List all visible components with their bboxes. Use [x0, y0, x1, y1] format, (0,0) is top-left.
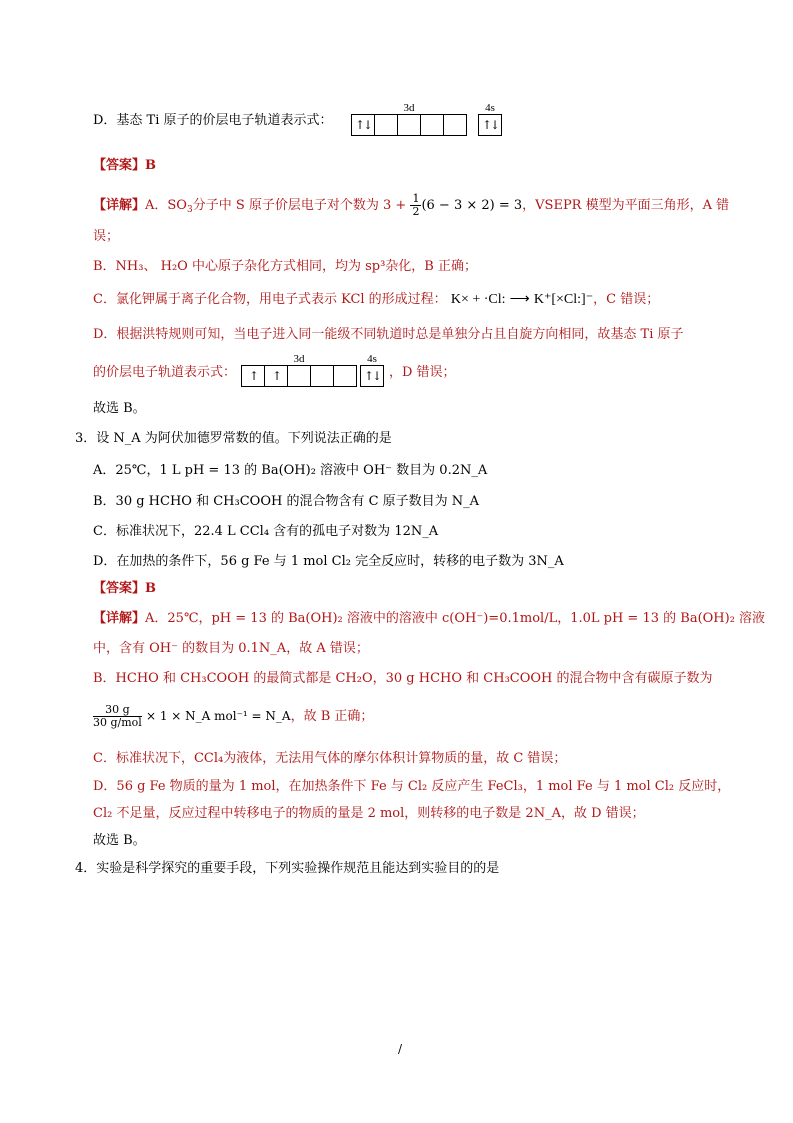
- q2-detail-orbital-4s: 4s ↑↓: [360, 353, 384, 387]
- orbital-cell: [398, 115, 421, 135]
- q2-conclusion: 故选 B。: [93, 401, 146, 416]
- q2-answer: 【答案】B: [93, 158, 156, 173]
- q3-option-b: B．30 g HCHO 和 CH₃COOH 的混合物含有 C 原子数目为 N_A: [93, 494, 480, 509]
- electron-formula-left: K× + ·Cl:: [450, 292, 506, 307]
- q2-orbital-4s: [478, 102, 502, 136]
- orbital-cell: [288, 366, 311, 386]
- orbital-4s-label: 4s: [485, 102, 495, 114]
- reaction-arrow: ⟶: [509, 292, 530, 307]
- detail-orbital-4s-boxes: [360, 365, 384, 387]
- orbital-cell: ↑: [265, 366, 288, 386]
- q2-detail-a: 【详解】A．$SO_3$分子中 S 原子价层电子对个数为 3 + $\frac{1}{2}$ (6 − 3 × 2) = 3，VSEPR 模型为平面三角形，A 错: [93, 192, 730, 218]
- q3-detail-d2: Cl₂ 不足量，反应过程中转移电子的物质的量是 2 mol，则转移的电子数是 2N_A，故 D 错误；: [93, 806, 645, 821]
- q2-orbital-3d: [351, 102, 467, 136]
- q2-option-d: D．基态 Ti 原子的价层电子轨道表示式：: [93, 113, 333, 128]
- q3-detail-b2: $\frac{30 g}{\text{30 g/mol}}$ × 1 × N_A mol⁻¹ = N_A，故 B 正确；: [93, 703, 374, 729]
- orbital-cell: [375, 115, 398, 135]
- orbital-4s-boxes: [478, 114, 502, 136]
- orbital-cell: ↑↓: [363, 369, 381, 383]
- orbital-cell: [444, 115, 466, 135]
- q3-answer: 【答案】B: [93, 581, 156, 596]
- q2-detail-d2-post: ，D 错误；: [389, 365, 456, 380]
- electron-formula-right: K⁺[×Cl:]⁻: [533, 292, 594, 307]
- q2-detail-c: C．氯化钾属于离子化合物，用电子式表示 KCl 的形成过程： K× + ·Cl: ⟶ K⁺[×Cl:]⁻，C 错误；: [93, 292, 660, 307]
- q3-stem: 3．设 N_A 为阿伏加德罗常数的值。下列说法正确的是: [75, 431, 392, 446]
- orbital-cell: [421, 115, 444, 135]
- q3-detail-d1: D．56 g Fe 物质的量为 1 mol，在加热条件下 Fe 与 Cl₂ 反应产生 FeCl₃，1 mol Fe 与 1 mol Cl₂ 反应时，: [93, 779, 731, 794]
- detail-orbital-3d-boxes: [241, 365, 357, 387]
- q3-option-d: D．在加热的条件下，56 g Fe 与 1 mol Cl₂ 完全反应时，转移的电子数为 3N_A: [93, 554, 564, 569]
- q4-stem: 4．实验是科学探究的重要手段，下列实验操作规范且能达到实验目的的是: [75, 861, 500, 876]
- orbital-cell: ↑↓: [481, 118, 499, 132]
- fraction-mass: $\frac{30 g}{\text{30 g/mol}}$: [93, 703, 142, 729]
- q2-detail-a-cont: 误；: [93, 229, 120, 244]
- orbital-cell: [334, 366, 356, 386]
- q3-detail-c: C．标准状况下，CCl₄为液体，无法用气体的摩尔体积计算物质的量，故 C 错误；: [93, 751, 567, 766]
- fraction-half: $\frac{1}{2}$: [412, 192, 420, 218]
- q2-detail-d2: 的价层电子轨道表示式：: [93, 365, 237, 380]
- q3-detail-a1: 【详解】A．25℃，pH = 13 的 Ba(OH)₂ 溶液中的溶液中 c(OH⁻)=0.1mol/L，1.0L pH = 13 的 Ba(OH)₂ 溶液: [93, 611, 766, 626]
- q3-option-a: A．25℃，1 L pH = 13 的 Ba(OH)₂ 溶液中 OH⁻ 数目为 0.2N_A: [93, 463, 488, 478]
- orbital-cell: ↑: [242, 366, 265, 386]
- q2-detail-d1: D．根据洪特规则可知，当电子进入同一能级不同轨道时总是单独分占且自旋方向相同，故基态 Ti 原子: [93, 327, 684, 342]
- orbital-3d-boxes: [351, 114, 467, 136]
- q3-detail-b1: B．HCHO 和 CH₃COOH 的最简式都是 CH₂O，30 g HCHO 和 CH₃COOH 的混合物中含有碳原子数为: [93, 671, 713, 686]
- page-mark: /: [398, 1042, 403, 1056]
- q2-detail-b: B．NH₃、 H₂O 中心原子杂化方式相同，均为 sp³杂化，B 正确；: [93, 259, 477, 274]
- q3-conclusion: 故选 B。: [93, 833, 146, 848]
- q3-detail-a2: 中，含有 OH⁻ 的数目为 0.1N_A，故 A 错误；: [93, 641, 369, 656]
- orbital-cell: [311, 366, 334, 386]
- orbital-cell: ↑↓: [352, 115, 375, 135]
- orbital-3d-label: 3d: [403, 102, 415, 114]
- q2-detail-orbital-3d: 3d ↑ ↑: [241, 353, 357, 387]
- q3-option-c: C．标准状况下，22.4 L CCl₄ 含有的孤电子对数为 12N_A: [93, 524, 439, 539]
